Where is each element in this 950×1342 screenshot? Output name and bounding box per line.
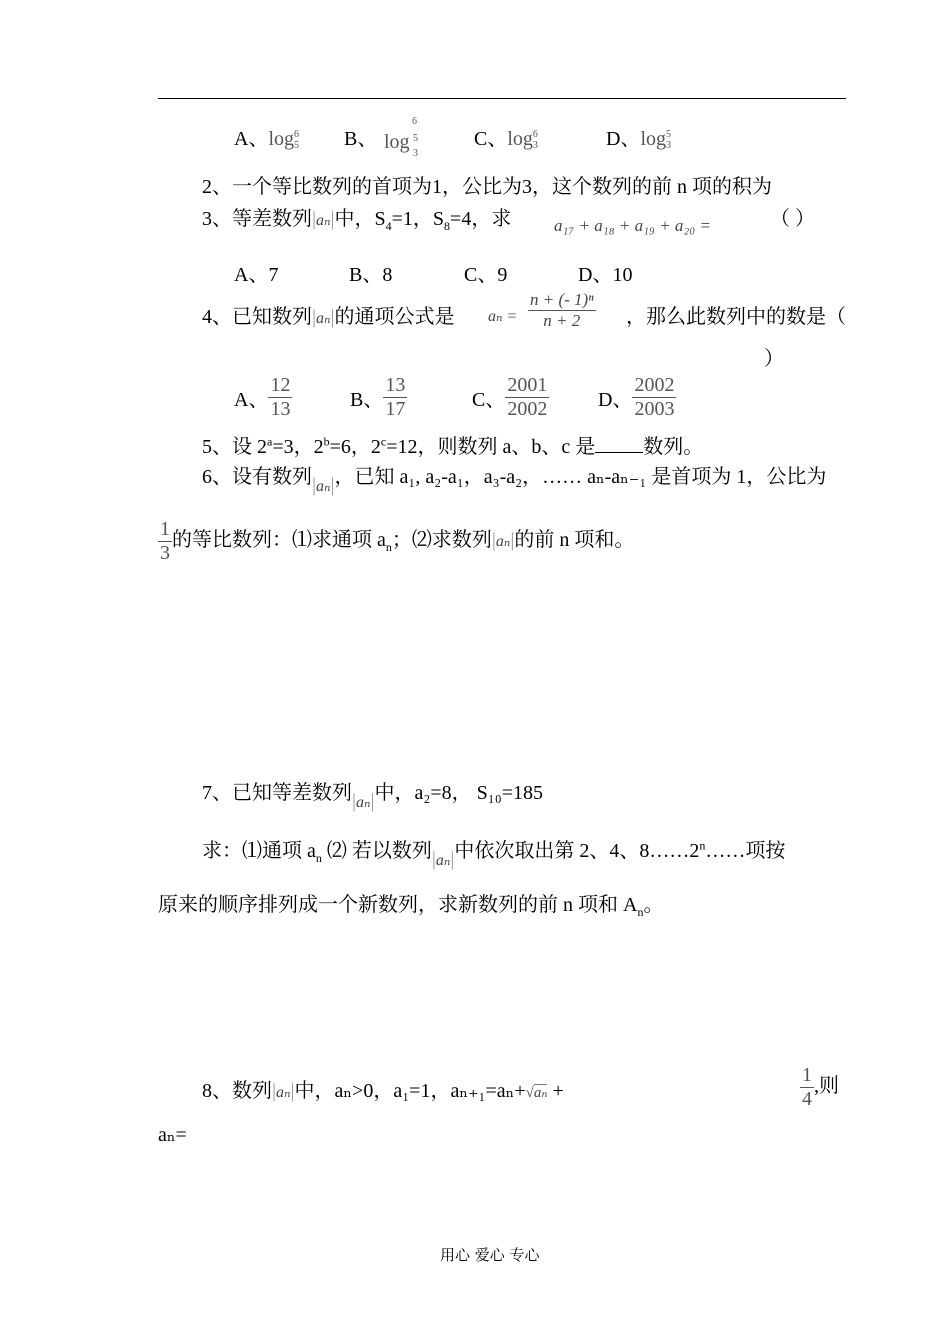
q3-option-d: D、10 <box>578 264 633 286</box>
q4-option-a: A、 $\frac{12}{13}$ <box>234 374 291 420</box>
q5-answer-blank <box>595 434 643 453</box>
q3-option-a: A、7 <box>234 264 279 286</box>
sequence-symbol: |aₙ| <box>312 208 335 230</box>
question-5: 5、设 $2^a=3$，$2^b=6$，$2^c=12$，则数列 a、b、c 是 数列。 <box>202 434 704 458</box>
q8-fraction: $\frac{1}{4}$ ,则 <box>802 1064 839 1110</box>
sequence-symbol: |aₙ| <box>272 1080 295 1102</box>
question-8-line-2: aₙ= <box>158 1124 187 1146</box>
q4-suffix: ，那么此数列中的数是（ <box>626 306 846 328</box>
question-8: 8、数列|aₙ|中，aₙ>0，a₁=1，aₙ₊₁=aₙ+√aₙ + <box>202 1080 564 1102</box>
q3-answer-paren: （ ） <box>770 208 815 230</box>
q3-option-c: C、9 <box>464 264 508 286</box>
page-footer: 用心 爱心 专心 <box>440 1246 540 1264</box>
question-2: 2、一个等比数列的首项为1，公比为3，这个数列的前 n 项的积为 <box>202 176 772 198</box>
q3-option-b: B、8 <box>349 264 393 286</box>
question-6: 6、设有数列|aₙ|，已知 a₁, a₂-a₁，a₃-a₂，…… aₙ-aₙ₋₁ 是首项为 1，公比为 <box>202 466 827 496</box>
question-7-requirements: 求：⑴通项 $a_n$ ⑵ 若以数列|aₙ|中依次取出第 2、4、8……2$^n$……项按 <box>202 838 786 870</box>
sequence-symbol: |aₙ| <box>352 790 375 812</box>
q1-option-c: C、log 6 3 <box>474 128 538 152</box>
q4-option-c: C、 $\frac{2001}{2002}$ <box>472 374 548 420</box>
question-7-line-3: 原来的顺序排列成一个新数列，求新数列的前 n 项和 $A_n$。 <box>158 894 664 919</box>
question-3: 3、等差数列|aₙ|中，$S_4=1$，$S_8=4$，求 <box>202 208 512 233</box>
question-4: 4、已知数列|aₙ|的通项公式是 <box>202 306 455 328</box>
q1-option-b: B、 <box>344 128 378 150</box>
q4-option-d: D、 $\frac{2002}{2003}$ <box>598 374 675 420</box>
q4-close-paren: ） <box>764 348 784 370</box>
q1-option-d: D、log 5 3 <box>606 128 672 152</box>
q4-an: aₙ = <box>488 308 518 325</box>
sequence-symbol: |aₙ| <box>431 848 455 870</box>
q3-expression: a₁₇ + a₁₈ + a₁₉ + a₂₀ = <box>554 216 711 235</box>
question-6-line-2: $\frac{1}{3}$ 的等比数列：⑴求通项 $a_n$；⑵求数列|aₙ|的前 n 项和。 <box>160 518 635 564</box>
header-rule <box>158 98 846 99</box>
sequence-symbol: |aₙ| <box>312 474 335 496</box>
q1-option-a: A、log 6 5 <box>234 128 300 152</box>
question-7: 7、已知等差数列|aₙ|中，a₂=8， S₁₀=185 <box>202 782 543 812</box>
q4-formula-fraction: $\frac{\text{n + (- 1)ⁿ}}{n + 2}$ <box>530 290 594 330</box>
sequence-symbol: |aₙ| <box>312 306 335 328</box>
q4-option-b: B、 $\frac{13}{17}$ <box>350 374 406 420</box>
sequence-symbol: |aₙ| <box>491 529 515 552</box>
